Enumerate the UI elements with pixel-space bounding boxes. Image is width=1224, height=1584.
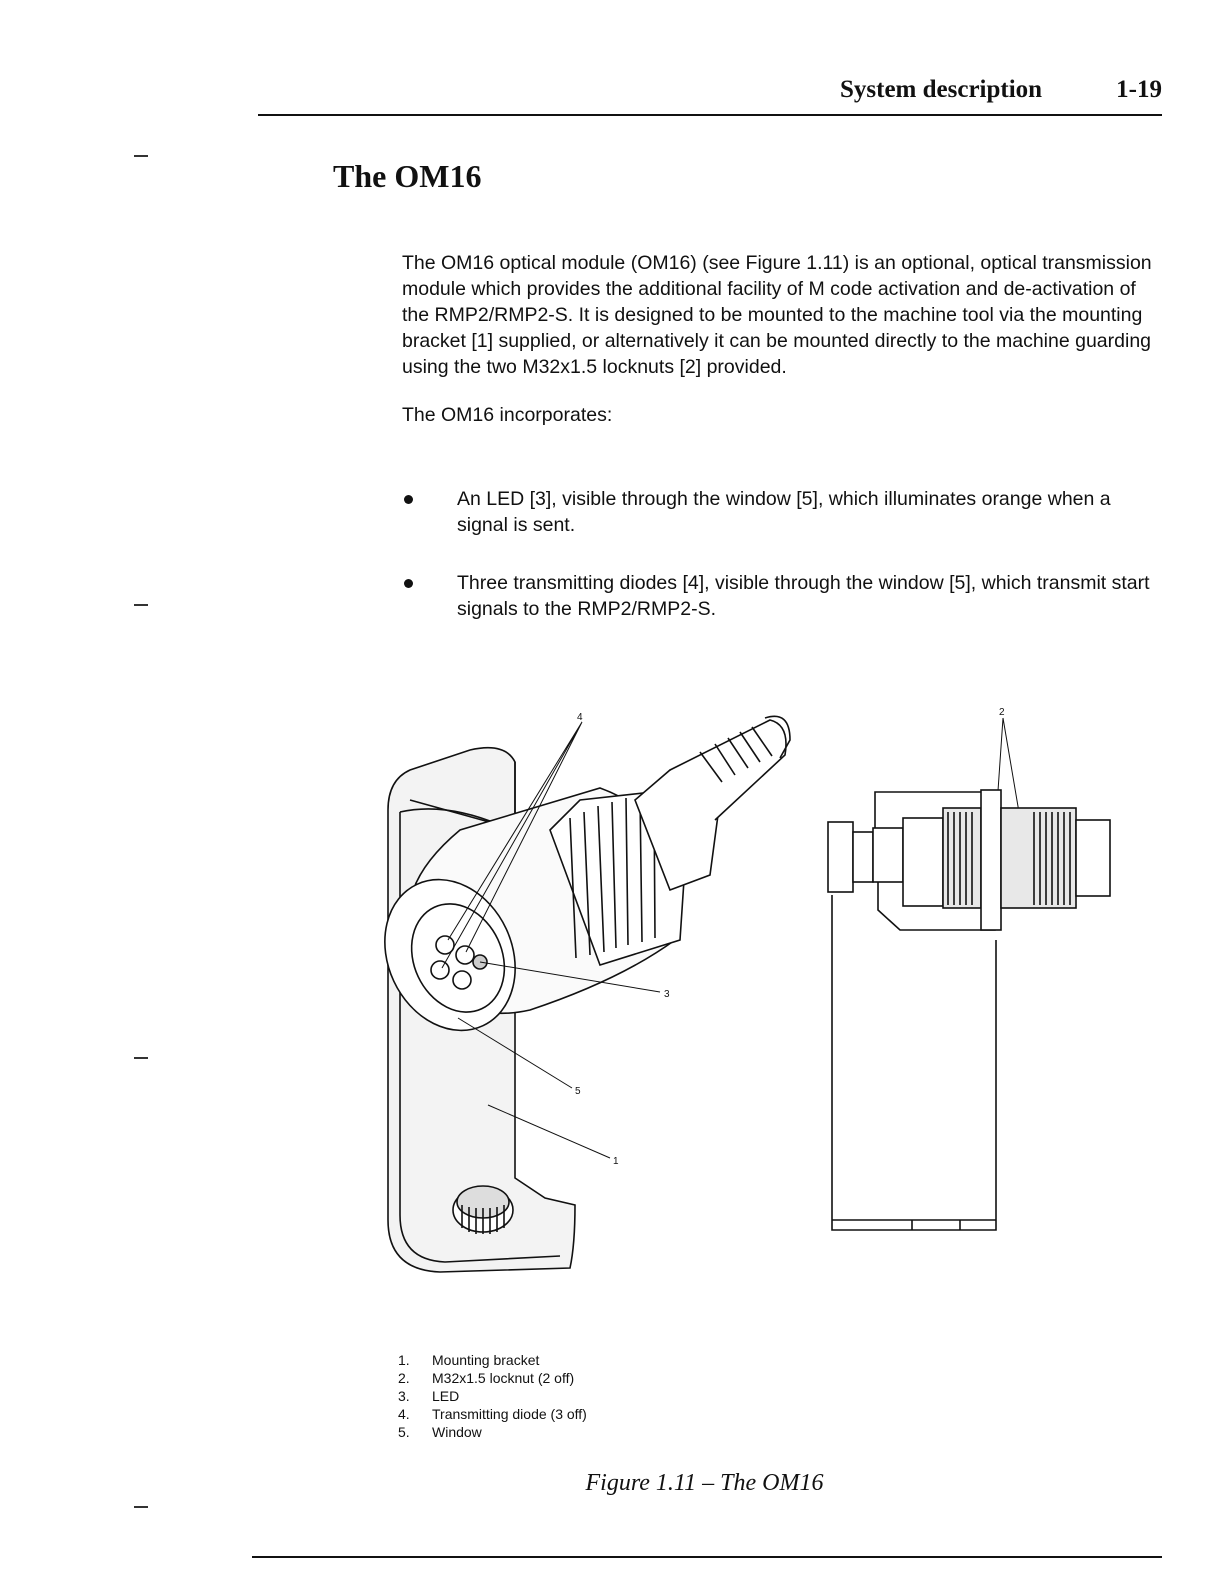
- callout-2: 2: [999, 707, 1005, 718]
- body-text: [402, 250, 1162, 428]
- running-head-section: System description: [840, 76, 1043, 103]
- bullet-item-led: An LED [3], visible through the window [5], which illuminates orange when a signal is sent.: [402, 486, 1162, 538]
- bullet-item-diodes: Three transmitting diodes [4], visible through the window [5], which transmit start signals to the RMP2/RMP2-S.: [402, 570, 1162, 622]
- figure-legend: [398, 1351, 587, 1441]
- margin-mark: [134, 604, 148, 606]
- callout-3: 3: [664, 989, 670, 1000]
- bullet-list-2: [402, 570, 1162, 622]
- legend-item: 5. Window: [398, 1424, 482, 1440]
- callout-5: 5: [575, 1086, 581, 1097]
- om16-figure: [370, 700, 1150, 1290]
- om16-drawing: [370, 700, 1150, 1290]
- footer-rule: [252, 1556, 1162, 1558]
- section-title: The OM16: [333, 158, 482, 194]
- intro-paragraph: The OM16 optical module (OM16) (see Figure 1.11) is an optional, optical transmission module which provides the additional facility of M code activation and de-activation of the RMP2/RMP2-S. It is designed to be mounted to the machine tool via the mounting bracket [1] supplied, or alternatively it can be mounted directly to the machine guarding using the two M32x1.5 locknuts [2] provided.: [402, 252, 1152, 378]
- legend-item: 2. M32x1.5 locknut (2 off): [398, 1370, 575, 1386]
- running-head: [840, 72, 1162, 108]
- side-elevation-drawing: [828, 790, 1110, 1230]
- margin-mark: [134, 155, 148, 157]
- bullet-icon: [404, 495, 413, 504]
- bullet-icon: [404, 579, 413, 588]
- bullet-list-1: [402, 486, 1162, 538]
- legend-item: 3. LED: [398, 1388, 460, 1404]
- header-rule: [258, 114, 1162, 116]
- locknut-bottom-drawing: [453, 1186, 513, 1234]
- margin-mark: [134, 1057, 148, 1059]
- figure-caption: Figure 1.11 – The OM16: [585, 1470, 824, 1496]
- legend-item: 1. Mounting bracket: [398, 1352, 540, 1368]
- margin-mark: [134, 1506, 148, 1508]
- callout-4: 4: [577, 712, 583, 723]
- incorporates-paragraph: The OM16 incorporates:: [402, 404, 613, 426]
- callout-1: 1: [613, 1156, 619, 1167]
- legend-item: 4. Transmitting diode (3 off): [398, 1406, 587, 1422]
- page-number: 1-19: [1116, 76, 1162, 103]
